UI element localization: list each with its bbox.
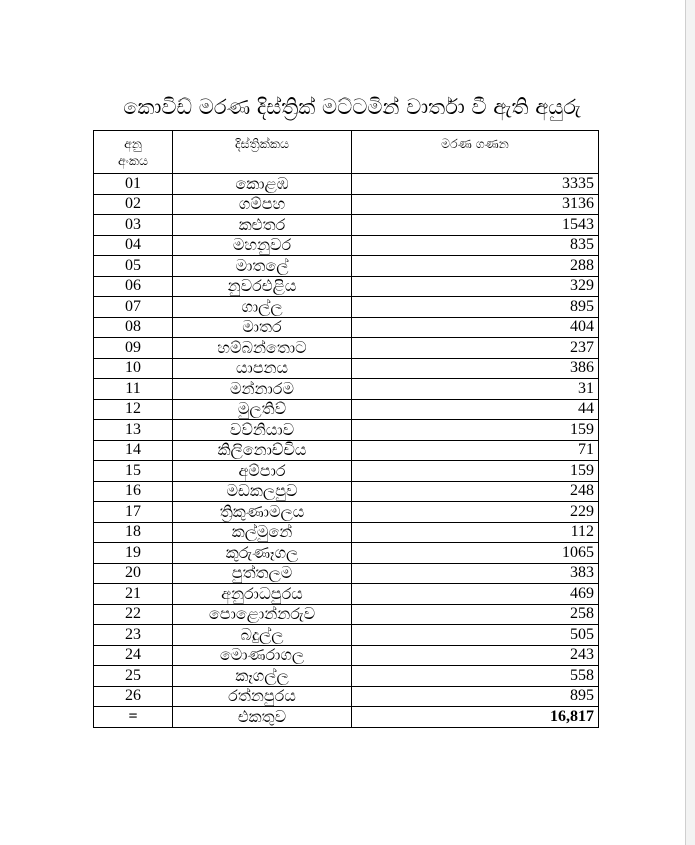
row-district-cell: මොණරාගල [173,645,352,666]
row-deaths-cell: 3335 [352,174,599,195]
header-deaths: මරණ ගණන [352,131,599,174]
row-number-cell: 23 [94,625,173,646]
row-number-cell: 25 [94,666,173,687]
row-district-cell: මඩකලපුව [173,481,352,502]
table-row [94,584,599,605]
table-row [94,317,599,338]
table-row [94,235,599,256]
row-district-cell: පොළොන්නරුව [173,604,352,625]
page-edge [685,0,695,845]
table-row [94,625,599,646]
row-number-cell: 26 [94,686,173,707]
row-deaths-cell: 383 [352,563,599,584]
row-deaths-cell: 469 [352,584,599,605]
table-row [94,399,599,420]
row-deaths-cell: 404 [352,317,599,338]
row-deaths-cell: 505 [352,625,599,646]
row-number-cell: 11 [94,379,173,400]
row-number-cell: 01 [94,174,173,195]
table-row [94,563,599,584]
row-number-cell: 20 [94,563,173,584]
row-deaths-cell: 159 [352,420,599,441]
row-number-cell: 02 [94,194,173,215]
row-number-cell: 13 [94,420,173,441]
header-district: දිස්ත්‍රික්කය [173,131,352,174]
row-district-cell: හම්බන්තොට [173,338,352,359]
table-row [94,666,599,687]
row-district-cell: ගාල්ල [173,297,352,318]
table-row [94,358,599,379]
row-number-cell: 22 [94,604,173,625]
table-row [94,215,599,236]
row-deaths-cell: 3136 [352,194,599,215]
row-deaths-cell: 558 [352,666,599,687]
row-district-cell: ත්‍රිකුණාමලය [173,502,352,523]
row-deaths-cell: 835 [352,235,599,256]
header-number [94,131,173,174]
row-deaths-cell: 258 [352,604,599,625]
row-number-cell: 21 [94,584,173,605]
table-row [94,297,599,318]
row-deaths-cell: 71 [352,440,599,461]
row-number-cell: 03 [94,215,173,236]
row-number-cell: 04 [94,235,173,256]
row-deaths-cell: 229 [352,502,599,523]
table-row [94,256,599,277]
row-district-cell: රත්නපුරය [173,686,352,707]
table-row [94,481,599,502]
row-number-cell: 15 [94,461,173,482]
row-number-cell: 17 [94,502,173,523]
row-deaths-cell: 243 [352,645,599,666]
table-row [94,276,599,297]
row-deaths-cell: 1065 [352,543,599,564]
row-deaths-cell: 248 [352,481,599,502]
header-number-line1: අනු [124,136,142,151]
table-row [94,645,599,666]
row-district-cell: නුවරඑළිය [173,276,352,297]
row-district-cell: පුත්තලම [173,563,352,584]
table-row [94,522,599,543]
row-number-cell: 19 [94,543,173,564]
row-number-cell: 24 [94,645,173,666]
table-row [94,379,599,400]
row-number-cell: 16 [94,481,173,502]
row-district-cell: මාතලේ [173,256,352,277]
row-district-cell: මුලතිව් [173,399,352,420]
row-district-cell: කළුතර [173,215,352,236]
row-district-cell: අම්පාර [173,461,352,482]
page-title: කොවිඩ් මරණ දිස්ත්‍රික් මට්ටමින් වාර්තා වී ඇති අයුරු [123,95,581,119]
row-district-cell: ගම්පහ [173,194,352,215]
row-number-cell: 14 [94,440,173,461]
table-row [94,194,599,215]
row-number-cell: 10 [94,358,173,379]
row-district-cell: කිලිනොච්චිය [173,440,352,461]
row-deaths-cell: 329 [352,276,599,297]
row-number-cell: 08 [94,317,173,338]
row-number-cell: 09 [94,338,173,359]
table-row [94,174,599,195]
table-row [94,502,599,523]
total-row [94,707,599,728]
row-district-cell: වව්නියාව [173,420,352,441]
row-deaths-cell: 895 [352,686,599,707]
row-district-cell: යාපනය [173,358,352,379]
row-deaths-cell: 31 [352,379,599,400]
row-deaths-cell: 386 [352,358,599,379]
row-district-cell: අනුරාධපුරය [173,584,352,605]
row-deaths-cell: 288 [352,256,599,277]
header-number-line2: අංකය [117,153,148,168]
table-row [94,686,599,707]
row-district-cell: කෑගල්ල [173,666,352,687]
table-header-row [94,131,599,174]
row-district-cell: මහනුවර [173,235,352,256]
row-number-cell: 12 [94,399,173,420]
row-number-cell: 18 [94,522,173,543]
row-deaths-cell: 112 [352,522,599,543]
row-deaths-cell: 237 [352,338,599,359]
row-district-cell: මාතර [173,317,352,338]
row-district-cell: බදුල්ල [173,625,352,646]
row-deaths-cell: 895 [352,297,599,318]
table-row [94,420,599,441]
deaths-table [93,130,599,728]
row-district-cell: කුරුණෑගල [173,543,352,564]
total-label-cell: එකතුව [173,707,352,728]
row-deaths-cell: 159 [352,461,599,482]
table-row [94,338,599,359]
table-row [94,604,599,625]
total-deaths-cell: 16,817 [352,707,599,728]
row-number-cell: 05 [94,256,173,277]
row-district-cell: කල්මුනේ [173,522,352,543]
row-number-cell: 07 [94,297,173,318]
row-district-cell: මන්නාරම [173,379,352,400]
table-row [94,440,599,461]
table-row [94,543,599,564]
total-number-cell: = [94,707,173,728]
table-row [94,461,599,482]
row-deaths-cell: 1543 [352,215,599,236]
row-district-cell: කොළඹ [173,174,352,195]
row-deaths-cell: 44 [352,399,599,420]
row-number-cell: 06 [94,276,173,297]
